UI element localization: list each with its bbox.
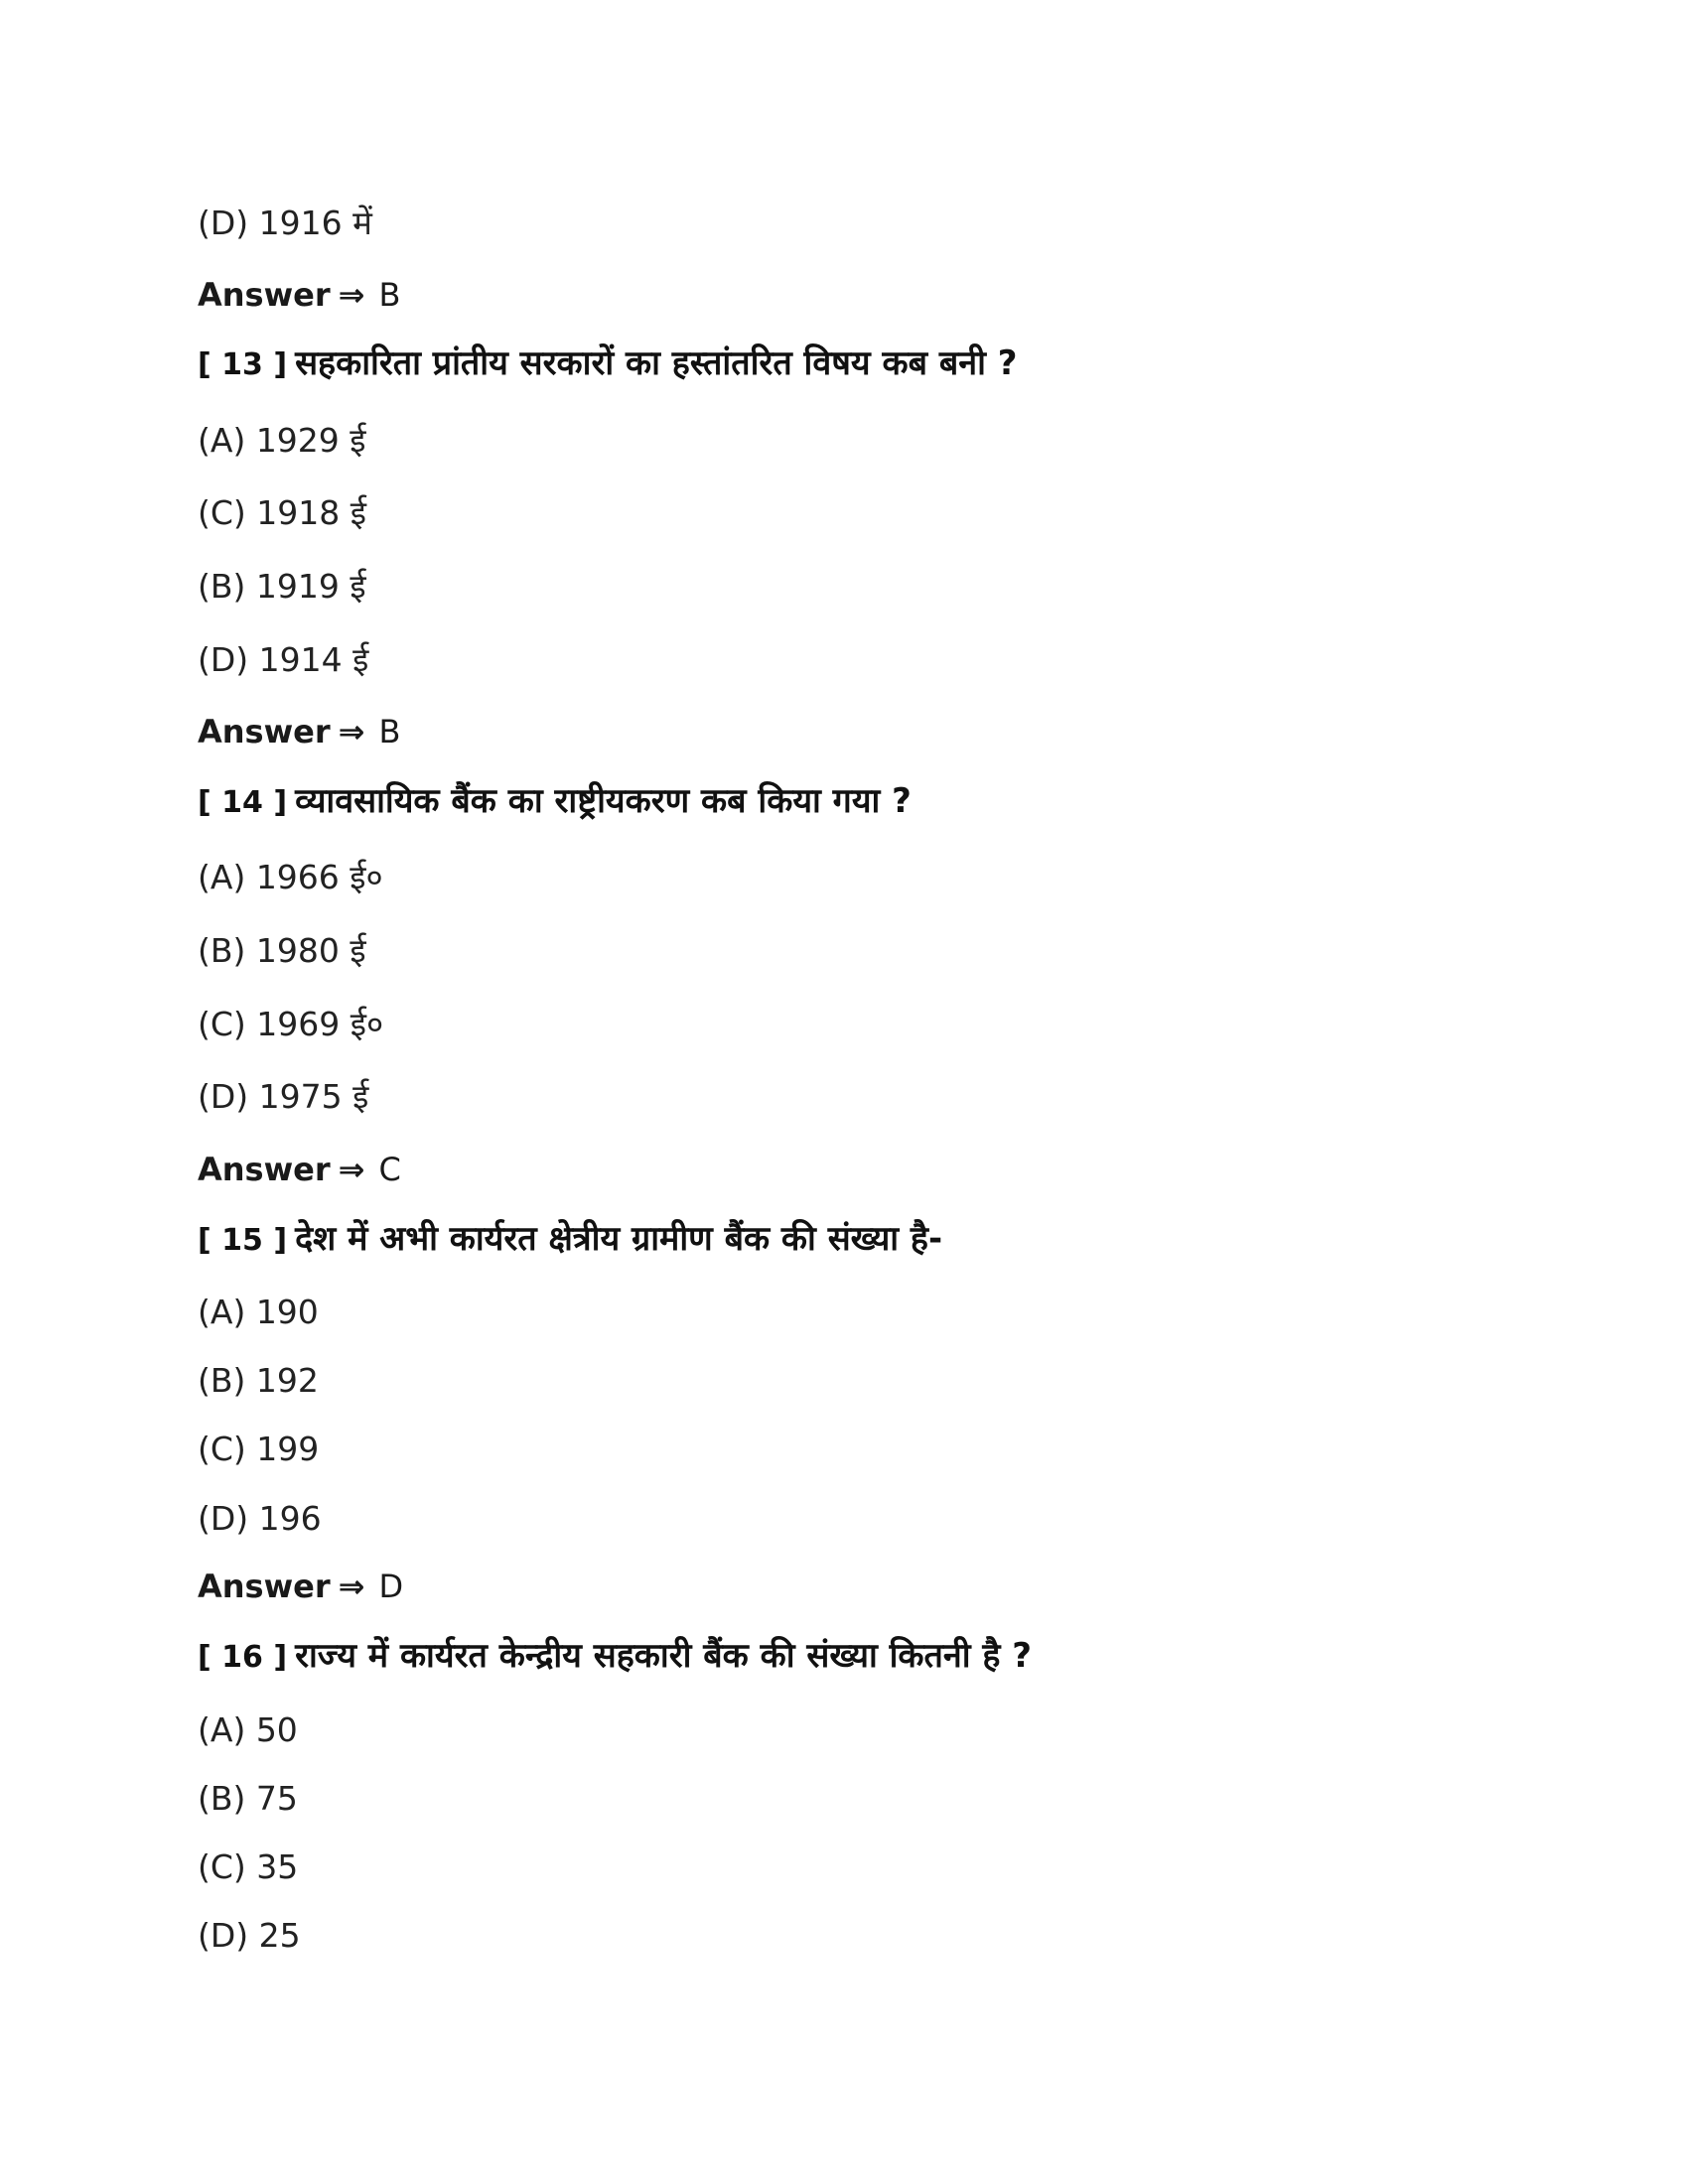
q14-option-2: (B) 1980 ई bbox=[198, 931, 366, 970]
q15-answer-line bbox=[198, 1568, 404, 1605]
answer-value: B bbox=[378, 276, 401, 314]
q16-option-2: (B) 75 bbox=[198, 1779, 298, 1818]
question-number: [ 13 ] bbox=[198, 347, 288, 382]
q16-option-1: (A) 50 bbox=[198, 1710, 298, 1749]
question-number: [ 15 ] bbox=[198, 1223, 288, 1258]
question-text: सहकारिता प्रांतीय सरकारों का हस्तांतरित विषय कब बनी ? bbox=[295, 343, 1018, 383]
q15-option-4: (D) 196 bbox=[198, 1499, 322, 1538]
answer-label: Answer bbox=[198, 713, 331, 751]
answer-arrow-icon: ⇒ bbox=[338, 276, 365, 314]
question-14 bbox=[198, 781, 912, 821]
answer-value: B bbox=[378, 713, 401, 751]
question-text: राज्य में कार्यरत केन्द्रीय सहकारी बैंक की संख्या कितनी है ? bbox=[295, 1636, 1033, 1676]
q15-option-3: (C) 199 bbox=[198, 1430, 320, 1468]
q13-option-2: (C) 1918 ई bbox=[198, 493, 366, 532]
document-page bbox=[198, 0, 1488, 2184]
question-13 bbox=[198, 343, 1018, 383]
answer-arrow-icon: ⇒ bbox=[338, 713, 365, 751]
answer-label: Answer bbox=[198, 1568, 331, 1605]
q14-option-4: (D) 1975 ई bbox=[198, 1077, 369, 1116]
q13-option-4: (D) 1914 ई bbox=[198, 640, 369, 679]
option-d-prev: (D) 1916 में bbox=[198, 204, 372, 242]
answer-label: Answer bbox=[198, 276, 331, 314]
answer-arrow-icon: ⇒ bbox=[338, 1568, 365, 1605]
question-number: [ 14 ] bbox=[198, 785, 288, 820]
question-text: व्यावसायिक बैंक का राष्ट्रीयकरण कब किया गया ? bbox=[295, 781, 912, 821]
question-16 bbox=[198, 1636, 1033, 1676]
q13-option-3: (B) 1919 ई bbox=[198, 567, 366, 606]
question-15 bbox=[198, 1219, 943, 1259]
q15-option-2: (B) 192 bbox=[198, 1361, 319, 1400]
q15-option-1: (A) 190 bbox=[198, 1293, 319, 1331]
answer-arrow-icon: ⇒ bbox=[338, 1151, 365, 1188]
question-text: देश में अभी कार्यरत क्षेत्रीय ग्रामीण बैंक की संख्या है- bbox=[295, 1219, 943, 1259]
q14-answer-line bbox=[198, 1151, 401, 1188]
q16-option-4: (D) 25 bbox=[198, 1916, 301, 1955]
q13-option-1: (A) 1929 ई bbox=[198, 421, 366, 460]
q13-answer-line bbox=[198, 713, 401, 751]
answer-value: D bbox=[378, 1568, 404, 1605]
answer-value: C bbox=[378, 1151, 401, 1188]
q16-option-3: (C) 35 bbox=[198, 1847, 299, 1886]
answer-line-prev bbox=[198, 276, 401, 314]
q14-option-1: (A) 1966 ई० bbox=[198, 858, 383, 896]
answer-label: Answer bbox=[198, 1151, 331, 1188]
question-number: [ 16 ] bbox=[198, 1640, 288, 1675]
q14-option-3: (C) 1969 ई० bbox=[198, 1005, 384, 1043]
